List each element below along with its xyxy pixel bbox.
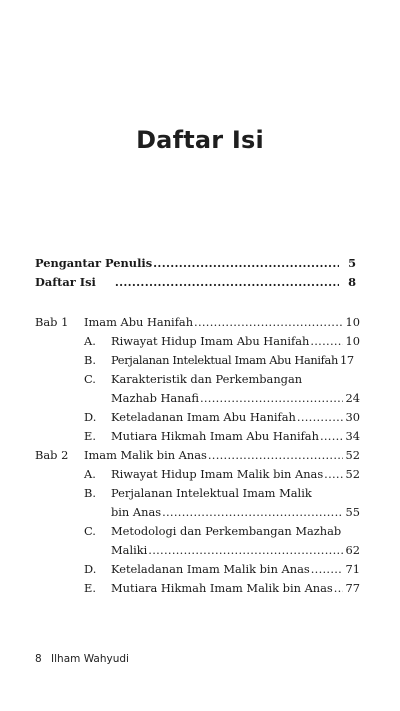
toc-entry-label: bin Anas	[111, 505, 162, 519]
chapter-label: Bab 2	[35, 448, 69, 462]
toc-entry-chapter-1[interactable]	[84, 313, 360, 332]
toc-entry-label: Imam Malik bin Anas	[84, 448, 207, 462]
toc-entry-section[interactable]	[111, 465, 360, 484]
toc-entry-label: Mutiara Hikmah Imam Abu Hanifah	[111, 429, 319, 443]
toc-entry-section-line-1: Metodologi dan Perkembangan Mazhab	[111, 524, 342, 538]
toc-entry-section[interactable]	[111, 503, 360, 522]
toc-entry-daftar-isi[interactable]	[35, 273, 356, 292]
toc-entry-section[interactable]	[111, 579, 360, 598]
leader-dots	[115, 273, 339, 292]
leader-dots	[208, 446, 343, 465]
toc-entry-label: Riwayat Hidup Imam Malik bin Anas	[111, 467, 324, 481]
section-letter: E.	[84, 581, 96, 595]
toc-entry-page: 17	[339, 353, 354, 367]
toc-entry-label: Keteladanan Imam Abu Hanifah	[111, 410, 296, 424]
leader-dots	[297, 408, 343, 427]
toc-entry-page: 52	[345, 448, 360, 462]
page-footer	[35, 653, 129, 665]
section-letter: B.	[84, 486, 96, 500]
toc-entry-section[interactable]	[111, 408, 360, 427]
toc-entry-label: Riwayat Hidup Imam Abu Hanifah	[111, 334, 310, 348]
toc-entry-section-line-1: Perjalanan Intelektual Imam Malik	[111, 486, 312, 500]
toc-entry-label: Daftar Isi	[35, 275, 96, 289]
author-name: Ilham Wahyudi	[51, 653, 129, 665]
toc-entry-page: 10	[345, 334, 360, 348]
toc-entry-label: Mutiara Hikmah Imam Malik bin Anas	[111, 581, 333, 595]
page-number: 8	[35, 653, 42, 665]
toc-entry-page: 62	[345, 543, 360, 557]
toc-entry-page: 30	[345, 410, 360, 424]
toc-entry-page: 5	[348, 256, 356, 270]
toc-entry-section[interactable]	[111, 351, 360, 370]
toc-entry-pengantar[interactable]	[35, 254, 356, 273]
toc-entry-page: 34	[345, 429, 360, 443]
section-letter: A.	[84, 467, 96, 481]
leader-dots	[311, 560, 343, 579]
toc-entry-page: 55	[345, 505, 360, 519]
toc-entry-page: 77	[345, 581, 360, 595]
toc-entry-page: 10	[345, 315, 360, 329]
leader-dots	[153, 254, 339, 273]
leader-dots	[324, 465, 342, 484]
chapter-label: Bab 1	[35, 315, 69, 329]
toc-entry-label: Perjalanan Intelektual Imam Abu Hanifah	[111, 353, 338, 367]
section-letter: C.	[84, 372, 96, 386]
toc-entry-label: Imam Abu Hanifah	[84, 315, 194, 329]
toc-entry-page: 24	[345, 391, 360, 405]
toc-entry-section[interactable]	[111, 541, 360, 560]
toc-entry-page: 8	[348, 275, 356, 289]
toc-entry-chapter-2[interactable]	[84, 446, 360, 465]
toc-entry-label: Maliki	[111, 543, 148, 557]
section-letter: B.	[84, 353, 96, 367]
section-letter: E.	[84, 429, 96, 443]
toc-entry-label: Mazhab Hanafi	[111, 391, 199, 405]
toc-entry-page: 71	[345, 562, 360, 576]
toc-entry-section[interactable]	[111, 560, 360, 579]
leader-dots	[320, 427, 343, 446]
section-letter: D.	[84, 562, 97, 576]
section-letter: A.	[84, 334, 96, 348]
leader-dots	[310, 332, 342, 351]
leader-dots	[334, 579, 343, 598]
toc-entry-section[interactable]	[111, 389, 360, 408]
leader-dots	[148, 541, 342, 560]
section-letter: D.	[84, 410, 97, 424]
leader-dots	[200, 389, 343, 408]
toc-entry-page: 52	[345, 467, 360, 481]
toc-entry-section[interactable]	[111, 332, 360, 351]
page-title: Daftar Isi	[136, 126, 264, 154]
toc-entry-section[interactable]	[111, 427, 360, 446]
toc-entry-label: Pengantar Penulis	[35, 256, 153, 270]
section-letter: C.	[84, 524, 96, 538]
toc-entry-label: Keteladanan Imam Malik bin Anas	[111, 562, 310, 576]
leader-dots	[194, 313, 342, 332]
toc-entry-section-line-1: Karakteristik dan Perkembangan	[111, 372, 303, 386]
leader-dots	[162, 503, 342, 522]
